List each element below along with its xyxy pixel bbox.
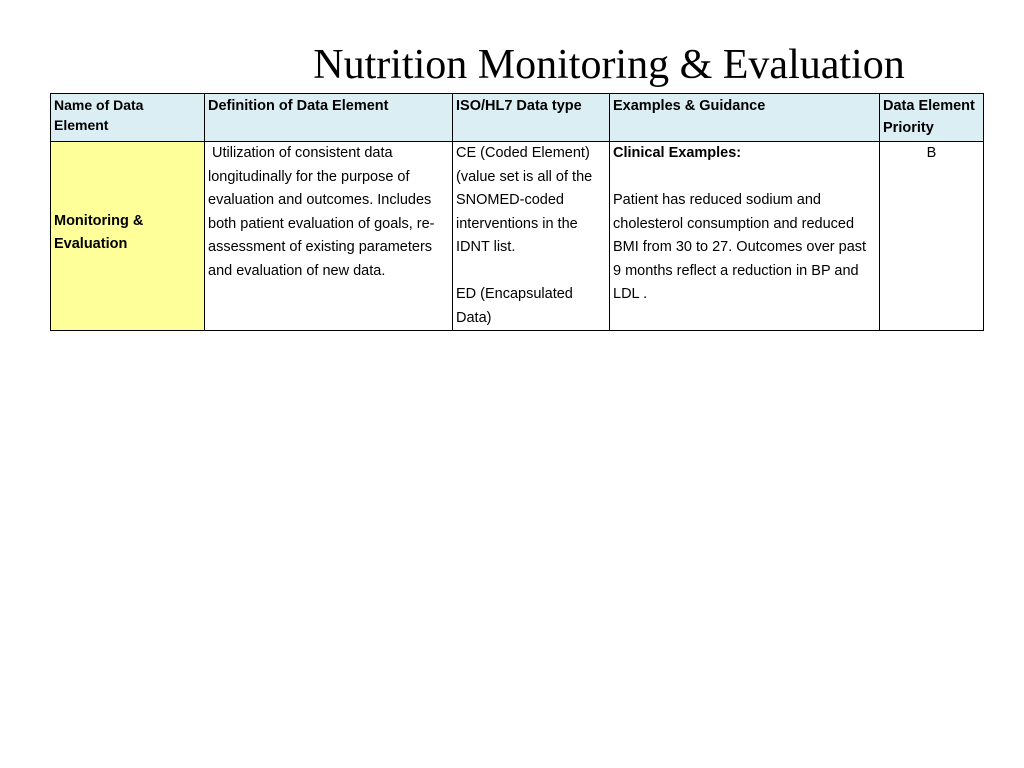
cell-data-type: CE (Coded Element) (value set is all of the SNOMED-coded interventions in the IDNT list. ED (Encapsulated Data) [453, 142, 610, 331]
header-examples-guidance: Examples & Guidance [610, 94, 880, 142]
table-body [51, 142, 984, 331]
cell-definition: Utilization of consistent data longitudinally for the purpose of evaluation and outcomes. Includes both patient evaluation of goals, re-assessment of existing parameters and evaluation of new data. [205, 142, 453, 331]
header-data-type: ISO/HL7 Data type [453, 94, 610, 142]
examples-text: Patient has reduced sodium and cholesterol consumption and reduced BMI from 30 to 27. Outcomes over past 9 months reflect a reduction in BP and LDL . [613, 192, 867, 302]
cell-priority: B [880, 142, 984, 331]
table-row [51, 142, 984, 331]
header-row [51, 94, 984, 142]
slide-title: Nutrition Monitoring & Evaluation [313, 42, 905, 88]
cell-examples [610, 142, 880, 331]
cell-element-name [51, 142, 205, 331]
table-header [51, 94, 984, 142]
header-priority: Data Element Priority [880, 94, 984, 142]
header-name-of-data-element: Name of Data Element [51, 94, 205, 142]
header-definition: Definition of Data Element [205, 94, 453, 142]
examples-label: Clinical Examples: [613, 145, 742, 161]
element-name-text: Monitoring & Evaluation [54, 212, 148, 252]
data-element-table [50, 93, 984, 331]
